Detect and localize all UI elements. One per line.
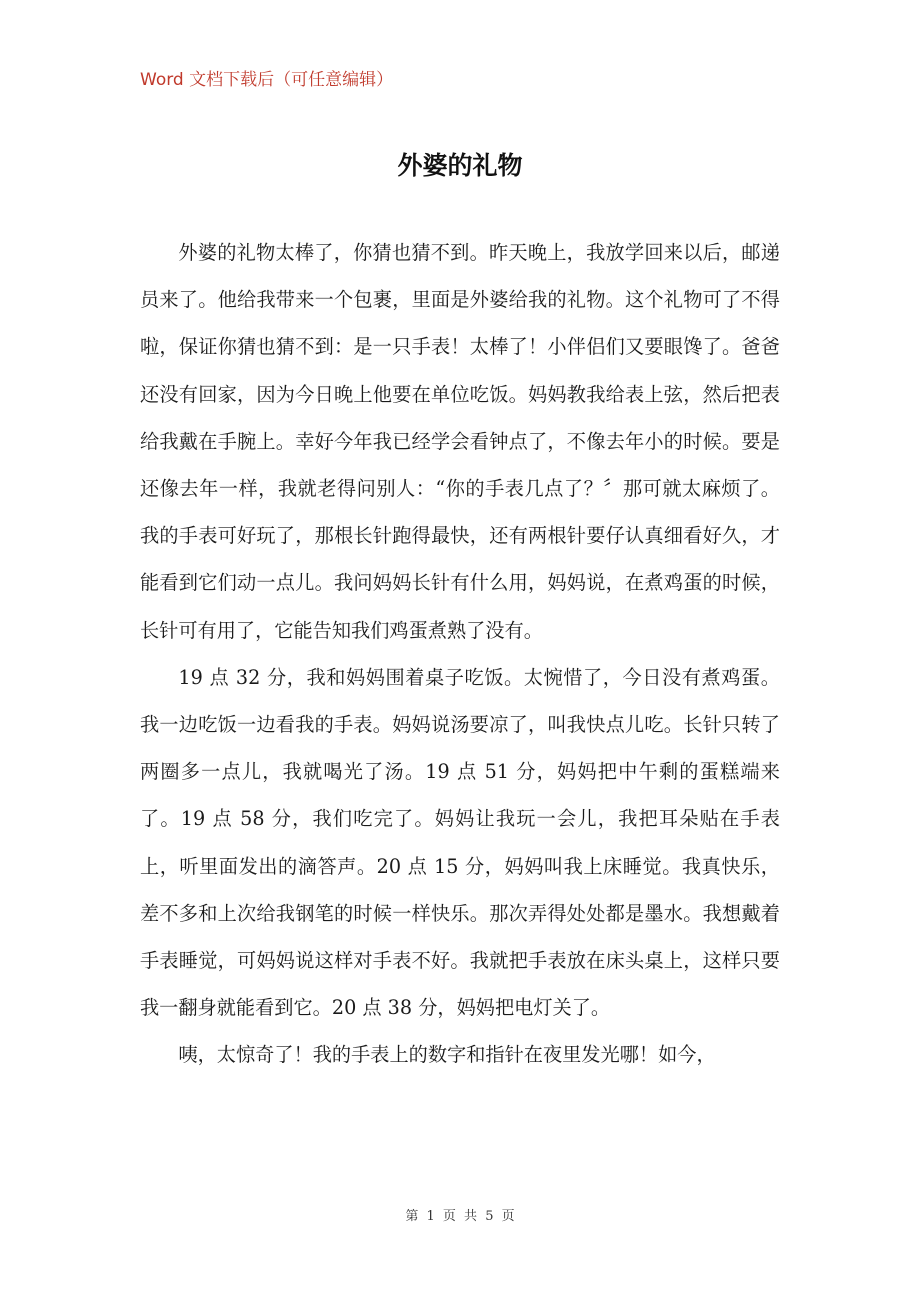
paragraph: 咦，太惊奇了！我的手表上的数字和指针在夜里发光哪！如今， [178,1043,716,1067]
paragraph: 19 点 32 分，我和妈妈围着桌子吃饭。太惋惜了，今日没有煮鸡蛋。我一边吃饭一边看我的手表。妈妈说汤要凉了，叫我快点儿吃。长针只转了两圈多一点儿，我就喝光了汤。19 点 51 分，妈妈把中午剩的蛋糕端来了。19 点 58 分，我们吃完了。妈妈让我玩一会儿，我把耳朵贴在手表上，听里面发出的滴答声。20 点 15 分，妈妈叫我上床睡觉。我真快乐，差不多和上次给我钢笔的时候一样快乐。那次弄得处处都是墨水。我想戴着手表睡觉，可妈妈说这样对手表不好。我就把手表放在床头桌上，这样只要我一翻身就能看到它。20 点 38 分，妈妈把电灯关了。 [140,665,780,1020]
document-title: 外婆的礼物 [397,151,523,180]
download-header-note: Word 文档下载后（可任意编辑） [140,70,394,90]
page-number-footer: 第 1 页 共 5 页 [405,1209,515,1224]
paragraph: 外婆的礼物太棒了，你猜也猜不到。昨天晚上，我放学回来以后，邮递员来了。他给我带来一个包裹，里面是外婆给我的礼物。这个礼物可了不得啦，保证你猜也猜不到：是一只手表！太棒了！小伴侣们又要眼馋了。爸爸还没有回家，因为今日晚上他要在单位吃饭。妈妈教我给表上弦，然后把表给我戴在手腕上。幸好今年我已经学会看钟点了，不像去年小的时候。要是还像去年一样，我就老得问别人：“你的手表几点了？〞那可就太麻烦了。我的手表可好玩了，那根长针跑得最快，还有两根针要仔认真细看好久，才能看到它们动一点儿。我问妈妈长针有什么用，妈妈说，在煮鸡蛋的时候，长针可有用了，它能告知我们鸡蛋煮熟了没有。 [140,241,780,642]
document-body [140,229,780,1079]
